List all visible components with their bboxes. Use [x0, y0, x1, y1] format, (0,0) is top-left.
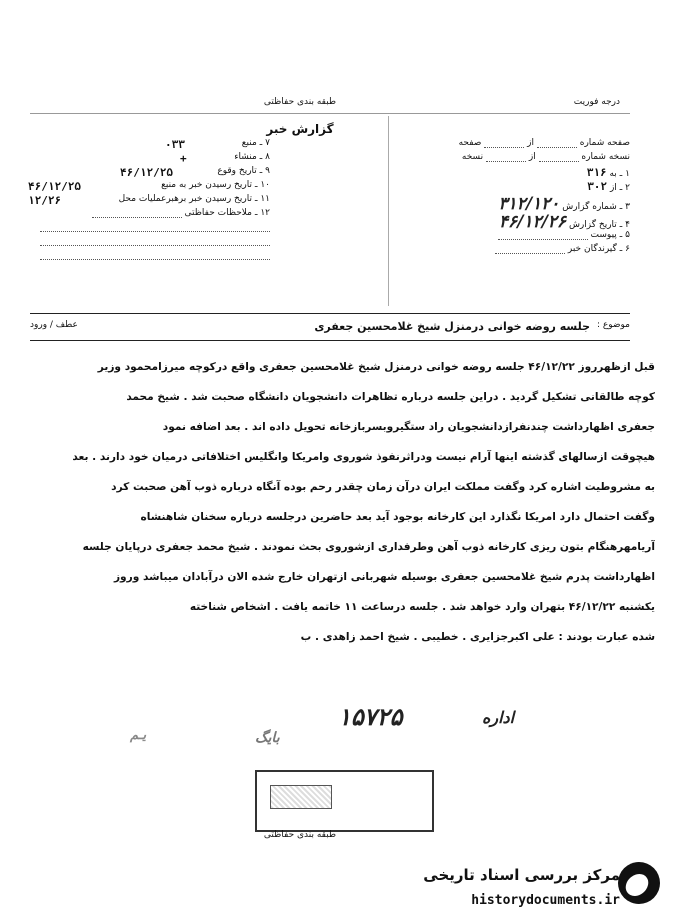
- copy-number-row: نسخه شماره از نسخه: [461, 152, 630, 162]
- field-num: ۶: [625, 244, 630, 254]
- classification-label-bottom: طبقه بندی حفاظتی: [263, 830, 337, 840]
- subject-label: موضوع :: [596, 320, 630, 330]
- field-value: +: [180, 152, 187, 165]
- form-top-rule: [30, 113, 630, 114]
- body-line: وگفت احتمال دارد امریکا نگذارد این کارخانه بوجود آید بعد حاضرین درجلسه درباره سخنان شاهنشاه: [140, 511, 655, 523]
- subject-bottom-rule: [30, 340, 630, 341]
- page-label: صفحه شماره: [579, 138, 630, 148]
- subject-top-rule: [30, 313, 630, 314]
- field-row: ۵ ـ پیوست: [410, 230, 630, 244]
- field-num: ۹: [265, 166, 270, 176]
- body-line: اظهارداشت پدرم شیخ غلامحسین جعفری بوسیله شهربانی ازتهران خارج شده الان درآبادان میباشد وروز: [113, 571, 655, 583]
- field-row: ۹ ـ تاریخ وقوع ۴۶/۱۲/۲۵: [120, 166, 270, 179]
- watermark-url: historydocuments.ir: [471, 893, 620, 908]
- field-value: ۱۲/۲۶: [28, 194, 62, 207]
- blank-line: [30, 236, 270, 250]
- field-value: ۳۰۲: [587, 180, 608, 193]
- report-title: گزارش خبر: [266, 122, 334, 136]
- field-row: ۸ ـ منشاء +: [180, 152, 270, 165]
- field-row: ۲ ـ از ۳۰۲: [587, 180, 630, 193]
- blank-line: [30, 222, 270, 236]
- report-body: [40, 352, 655, 652]
- field-row: ۱۰ ـ تاریخ رسیدن خبر به منبع ۴۶/۱۲/۲۵: [28, 180, 270, 193]
- left-fields: [30, 138, 270, 264]
- field-value: ۴۶/۱۲/۲۵: [28, 180, 81, 193]
- body-line: به مشروطیت اشاره کرد وگفت مملکت ایران درآن زمان چقدر رحم بوده آنگاه درباره ذوب آهن صحبت کرد: [111, 481, 655, 493]
- form-divider: [388, 116, 389, 306]
- field-num: ۱۲: [260, 208, 270, 218]
- field-label: از: [609, 183, 617, 193]
- classification-label-top: طبقه بندی حفاظتی: [263, 97, 337, 107]
- body-line: قبل ازظهرروز ۴۶/۱۲/۲۲ جلسه روضه خوانی درمنزل شیخ غلامحسین جعفری واقع درکوچه میرزامحمود وزیر: [97, 361, 655, 373]
- copy-label: نسخه شماره: [581, 152, 630, 162]
- field-label: تاریخ گزارش: [568, 220, 617, 230]
- handwritten-note-archive: بایگ: [255, 730, 280, 746]
- body-line: هیچوقت ازسالهای گذشته اینها آرام نیست ودراثرنفوذ شوروی وامریکا وانگلیس اختلافاتی درمیان خود دارند . بعد: [72, 451, 655, 463]
- field-num: ۷: [265, 138, 270, 148]
- handwritten-report-number: ۳۱۲/۱۲۰: [498, 194, 560, 214]
- page-from-label: از: [527, 138, 534, 148]
- field-label: تاریخ رسیدن خبر به منبع: [161, 180, 252, 190]
- body-line: جعفری اظهارداشت چندنفرازدانشجویان راد ستگیروبسربازخانه تحویل داده اند . بعد اضافه نمود: [162, 421, 655, 433]
- field-label: پیوست: [590, 230, 617, 240]
- field-label: منبع: [241, 138, 257, 148]
- field-label: گیرندگان خبر: [567, 244, 617, 254]
- subject-text: جلسه روضه خوانی درمنزل شیخ غلامحسین جعفری: [314, 320, 590, 333]
- field-num: ۴: [625, 220, 630, 230]
- field-value: ۴۶/۱۲/۲۵: [120, 166, 173, 179]
- field-row: ۶ ـ گیرندگان خبر: [410, 244, 630, 258]
- handwritten-margin-note: یـم: [130, 728, 147, 743]
- subject-row: [30, 320, 630, 338]
- field-row: ۷ ـ منبع ۰۳۳: [165, 138, 270, 151]
- right-fields: [410, 138, 630, 258]
- field-num: ۱۱: [260, 194, 270, 204]
- field-label: به: [609, 169, 617, 179]
- field-num: ۵: [625, 230, 630, 240]
- field-num: ۱۰: [260, 180, 270, 190]
- body-line: شده عبارت بودند : علی اکبرجزایری . خطیبی . شیخ احمد زاهدی . ب: [300, 631, 655, 643]
- handwritten-report-date: ۴۶/۱۲/۲۶: [498, 212, 567, 232]
- blank-line: [30, 250, 270, 264]
- field-value: ۰۳۳: [165, 138, 185, 151]
- field-num: ۲: [625, 183, 630, 193]
- field-row: ۳ ـ شماره گزارش ۳۱۲/۱۲۰: [498, 194, 630, 214]
- body-line: آریامهرهنگام بتون ریزی کارخانه ذوب آهن وطرفداری ازشوروی بحث نمودند . شیخ محمد جعفری درپایان جلسه: [82, 541, 655, 553]
- field-label: ملاحظات حفاظتی: [184, 208, 252, 218]
- field-label: تاریخ وقوع: [217, 166, 257, 176]
- field-row: ۱۱ ـ تاریخ رسیدن خبر برهبرعملیات محل ۱۲/۲۶: [28, 194, 270, 207]
- page-number-row: صفحه شماره از صفحه: [458, 138, 630, 148]
- field-label: تاریخ رسیدن خبر برهبرعملیات محل: [118, 194, 252, 204]
- field-num: ۱: [625, 169, 630, 179]
- field-row: ۱ ـ به ۳۱۶: [586, 166, 630, 179]
- handwritten-file-number: ۱۵۷۲۵: [338, 702, 403, 731]
- reference-label: عطف / ورود: [30, 320, 78, 330]
- watermark-title: مرکز بررسی اسناد تاریخی: [423, 866, 620, 884]
- field-num: ۳: [625, 202, 630, 212]
- field-num: ۸: [265, 152, 270, 162]
- body-line: یکشنبه ۴۶/۱۲/۲۲ بتهران وارد خواهد شد . جلسه درساعت ۱۱ خاتمه یافت . اشخاص شناخته: [189, 601, 655, 613]
- priority-label: درجه فوریت: [573, 97, 620, 107]
- body-line: کوچه طالقانی تشکیل گردید . دراین جلسه درباره تظاهرات دانشجویان دانشگاه صحبت شد . شیخ محمد: [126, 391, 655, 403]
- copy-from-label: از: [528, 152, 536, 162]
- field-value: ۳۱۶: [586, 166, 607, 179]
- field-row: ۴ ـ تاریخ گزارش ۴۶/۱۲/۲۶: [498, 212, 630, 232]
- field-row: ۱۲ ـ ملاحظات حفاظتی: [30, 208, 270, 222]
- field-label: منشاء: [234, 152, 257, 162]
- field-label: شماره گزارش: [562, 202, 617, 212]
- handwritten-note-office: اداره: [482, 708, 515, 727]
- field-dots: [92, 209, 182, 218]
- stamp-smudge: [270, 785, 332, 809]
